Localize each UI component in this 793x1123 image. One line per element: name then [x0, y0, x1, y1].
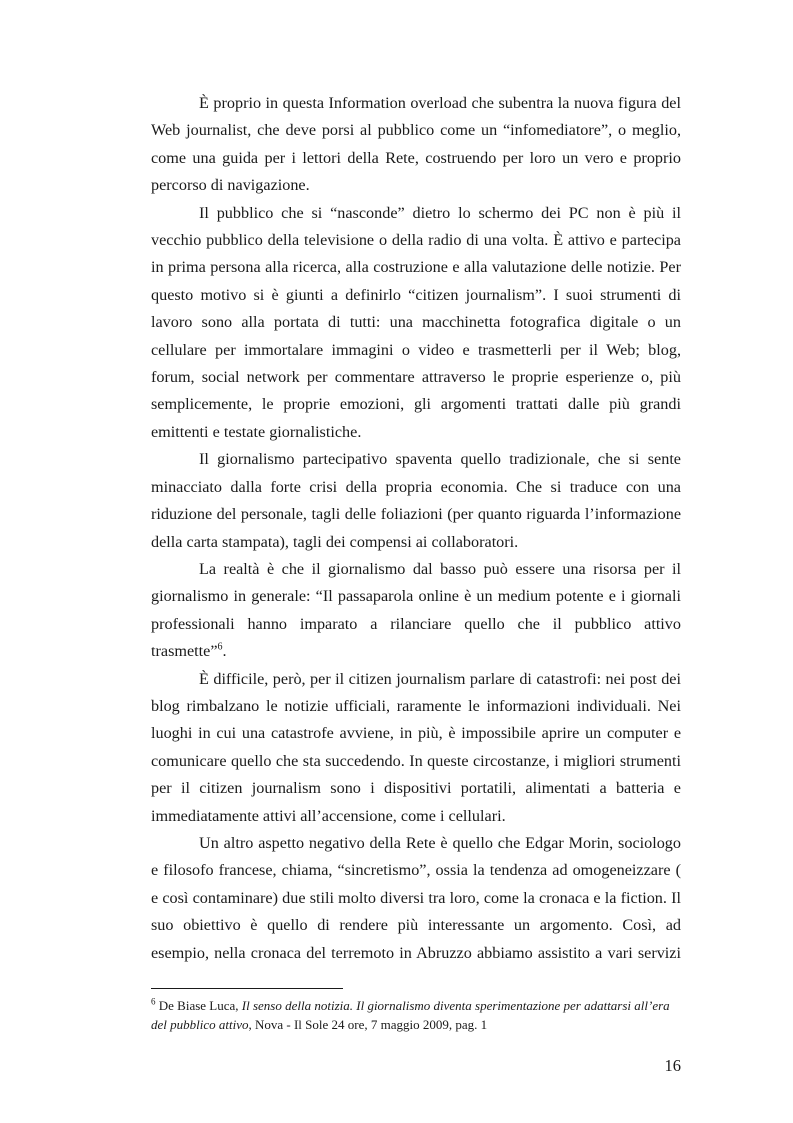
footnote-separator [151, 988, 343, 989]
footnote-title: Il senso della notizia. Il giornalismo diventa sperimentazione per adattarsi all’era del pubblico attivo [151, 998, 670, 1032]
paragraph-4-end: . [222, 642, 227, 661]
page-number: 16 [664, 1056, 681, 1075]
footnote-source: , Nova - Il Sole 24 ore, 7 maggio 2009, pag. 1 [248, 1017, 488, 1032]
paragraph-6: Un altro aspetto negativo della Rete è quello che Edgar Morin, sociologo e filosofo francese, chiama, “sincretismo”, ossia la tendenza ad omogeneizzare ( e così contaminare) due stili molto diversi tra loro, come la cronaca e la fiction. Il suo obiettivo è quello di rendere più interessante un argomento. Così, ad esempio, nella cronaca del terremoto in Abruzzo abbiamo assistito a vari servizi [151, 833, 681, 962]
paragraph-3: Il giornalismo partecipativo spaventa quello tradizionale, che si sente minacciato dalla forte crisi della propria economia. Che si traduce con una riduzione del personale, tagli delle foliazioni (per quanto riguarda l’informazione della carta stampata), tagli dei compensi ai collaboratori. [151, 450, 681, 551]
footnote-number: 6 [151, 996, 156, 1007]
footnote-reference[interactable]: 6 [217, 641, 223, 653]
paragraph-4-text: La realtà è che il giornalismo dal basso può essere una risorsa per il giornalismo in generale: “Il passaparola online è un medium potente e i giornali professionali hanno imparato a rilanciare quello che il pubblico attivo trasmette” [151, 559, 681, 661]
paragraph-2: Il pubblico che si “nasconde” dietro lo schermo dei PC non è più il vecchio pubblico della televisione o della radio di una volta. È attivo e partecipa in prima persona alla ricerca, alla costruzione e alla valutazione delle notizie. Per questo motivo si è giunti a definirlo “citizen journalism”. I suoi strumenti di lavoro sono alla portata di tutti: una macchinetta fotografica digitale o un cellulare per immortalare immagini o video e trasmetterli per il Web; blog, forum, social network per commentare attraverso le proprie esperienze o, più semplicemente, le proprie emozioni, gli argomenti trattati dalle più grandi emittenti e testate giornalistiche. [151, 203, 681, 441]
footnote-author: De Biase Luca, [158, 998, 242, 1013]
paragraph-5: È difficile, però, per il citizen journalism parlare di catastrofi: nei post dei blog rimbalzano le notizie ufficiali, raramente le informazioni individuali. Nei luoghi in cui una catastrofe avviene, in più, è impossibile aprire un computer e comunicare quello che sta succedendo. In queste circostanze, i migliori strumenti per il citizen journalism sono i dispositivi portatili, alimentati a batteria e immediatamente attivi all’accensione, come i cellulari. [151, 669, 681, 825]
body-text [151, 90, 681, 967]
paragraph-4 [151, 556, 681, 666]
footnote [151, 996, 681, 1034]
paragraph-1: È proprio in questa Information overload che subentra la nuova figura del Web journalist, che deve porsi al pubblico come un “infomediatore”, o meglio, come una guida per i lettori della Rete, costruendo per loro un vero e proprio percorso di navigazione. [151, 94, 681, 195]
